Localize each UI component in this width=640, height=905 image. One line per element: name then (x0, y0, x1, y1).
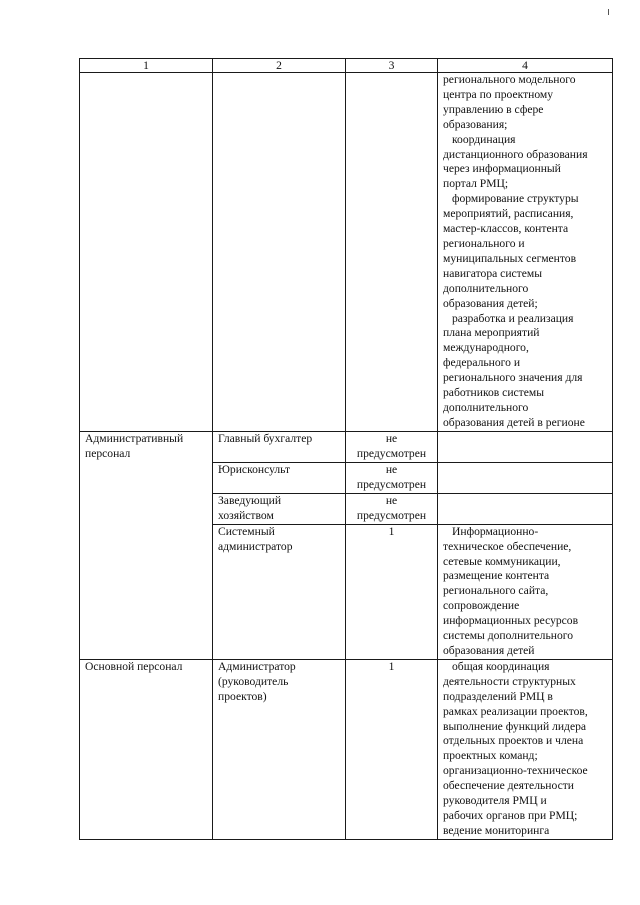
position-label: (руководитель (218, 674, 289, 688)
duty-line: центра по проектному (443, 87, 554, 101)
position-cell (213, 73, 346, 432)
position-label: проектов) (218, 689, 267, 703)
count-value: предусмотрен (356, 477, 427, 491)
table-body (80, 73, 613, 840)
position-label: администратор (218, 539, 293, 553)
duty-line: подразделений РМЦ в (443, 689, 553, 703)
category-label: Административный (85, 431, 184, 445)
position-cell (213, 524, 346, 659)
duties-cell (438, 524, 613, 659)
duty-line: размещение контента (443, 569, 550, 583)
duties-cell (438, 659, 613, 839)
duty-line: информационных ресурсов (443, 614, 579, 628)
position-cell (213, 493, 346, 524)
position-label: Заведующий (218, 493, 282, 507)
duty-line: дополнительного (443, 281, 529, 295)
duty-line: регионального сайта, (443, 584, 549, 598)
duty-line: регионального и (443, 236, 525, 250)
duty-line: сетевые коммуникации, (443, 554, 561, 568)
duty-line: образования детей (443, 644, 535, 657)
count-cell (346, 493, 438, 524)
position-cell (213, 462, 346, 493)
count-cell (346, 524, 438, 659)
duty-line: федерального и (443, 356, 521, 370)
duty-line: работников системы (443, 386, 545, 400)
count-value: 1 (388, 659, 395, 673)
duty-line: ведение мониторинга (443, 823, 550, 837)
duty-line: образования; (443, 117, 508, 131)
category-cell (80, 431, 213, 659)
duty-line: образования детей в регионе (443, 415, 585, 429)
staffing-table (79, 58, 613, 840)
count-value: не (385, 462, 398, 476)
duty-line: рабочих органов при РМЦ; (443, 808, 578, 822)
column-number-2: 2 (213, 59, 346, 73)
duty-line: управлению в сфере (443, 102, 544, 116)
table-row (80, 431, 613, 462)
duty-line: Информационно- (452, 524, 539, 538)
position-cell (213, 431, 346, 462)
duties-cell (438, 73, 613, 432)
count-cell (346, 659, 438, 839)
category-label: Основной персонал (85, 659, 183, 673)
count-value: не (385, 431, 398, 445)
duty-line: проектных команд; (443, 749, 538, 763)
duty-line: организационно-техническое (443, 764, 588, 778)
duty-line: отдельных проектов и члена (443, 734, 584, 748)
category-label: персонал (85, 446, 131, 460)
duty-line: обеспечение деятельности (443, 779, 574, 793)
category-cell (80, 659, 213, 839)
count-value: предусмотрен (356, 508, 427, 522)
duty-line: техническое обеспечение, (443, 539, 572, 553)
duty-line: координация (452, 132, 516, 146)
duty-line: общая координация (452, 659, 550, 673)
duty-line: руководителя РМЦ и (443, 794, 547, 808)
duty-line: выполнение функций лидера (443, 719, 587, 733)
count-value: не (385, 493, 398, 507)
position-label: хозяйством (218, 508, 274, 522)
duty-line: регионального модельного (443, 73, 576, 86)
duty-line: системы дополнительного (443, 629, 574, 643)
duties-cell (438, 493, 613, 524)
duty-line: дистанционного образования (443, 147, 588, 161)
duty-line: регионального значения для (443, 371, 583, 385)
duty-line: дополнительного (443, 400, 529, 414)
page-edge-mark (608, 9, 609, 15)
duty-line: деятельности структурных (443, 674, 576, 688)
duty-line: через информационный (443, 162, 561, 176)
duty-line: мероприятий, расписания, (443, 207, 574, 221)
duty-line: плана мероприятий (443, 326, 540, 340)
duty-line: международного, (443, 341, 529, 355)
duties-cell (438, 462, 613, 493)
duty-line: муниципальных сегментов (443, 251, 577, 265)
position-cell (213, 659, 346, 839)
header-row (80, 59, 613, 73)
count-value: 1 (388, 524, 395, 538)
position-label: Главный бухгалтер (218, 431, 313, 445)
duty-line: формирование структуры (452, 192, 579, 206)
position-label: Системный (218, 524, 275, 538)
count-cell (346, 431, 438, 462)
duty-line: сопровождение (443, 599, 520, 613)
duty-line: мастер-классов, контента (443, 222, 569, 236)
count-cell (346, 73, 438, 432)
position-label: Администратор (218, 659, 296, 673)
duty-line: образования детей; (443, 296, 538, 310)
category-cell (80, 73, 213, 432)
duty-line: навигатора системы (443, 266, 543, 280)
duty-line: разработка и реализация (452, 311, 574, 325)
table-row (80, 659, 613, 839)
column-number-1: 1 (80, 59, 213, 73)
count-value: предусмотрен (356, 446, 427, 460)
table-row (80, 73, 613, 432)
count-cell (346, 462, 438, 493)
position-label: Юрисконсульт (218, 462, 291, 476)
duty-line: рамках реализации проектов, (443, 704, 588, 718)
column-number-3: 3 (346, 59, 438, 73)
duty-line: портал РМЦ; (443, 177, 509, 191)
duties-cell (438, 431, 613, 462)
column-number-4: 4 (438, 59, 613, 73)
